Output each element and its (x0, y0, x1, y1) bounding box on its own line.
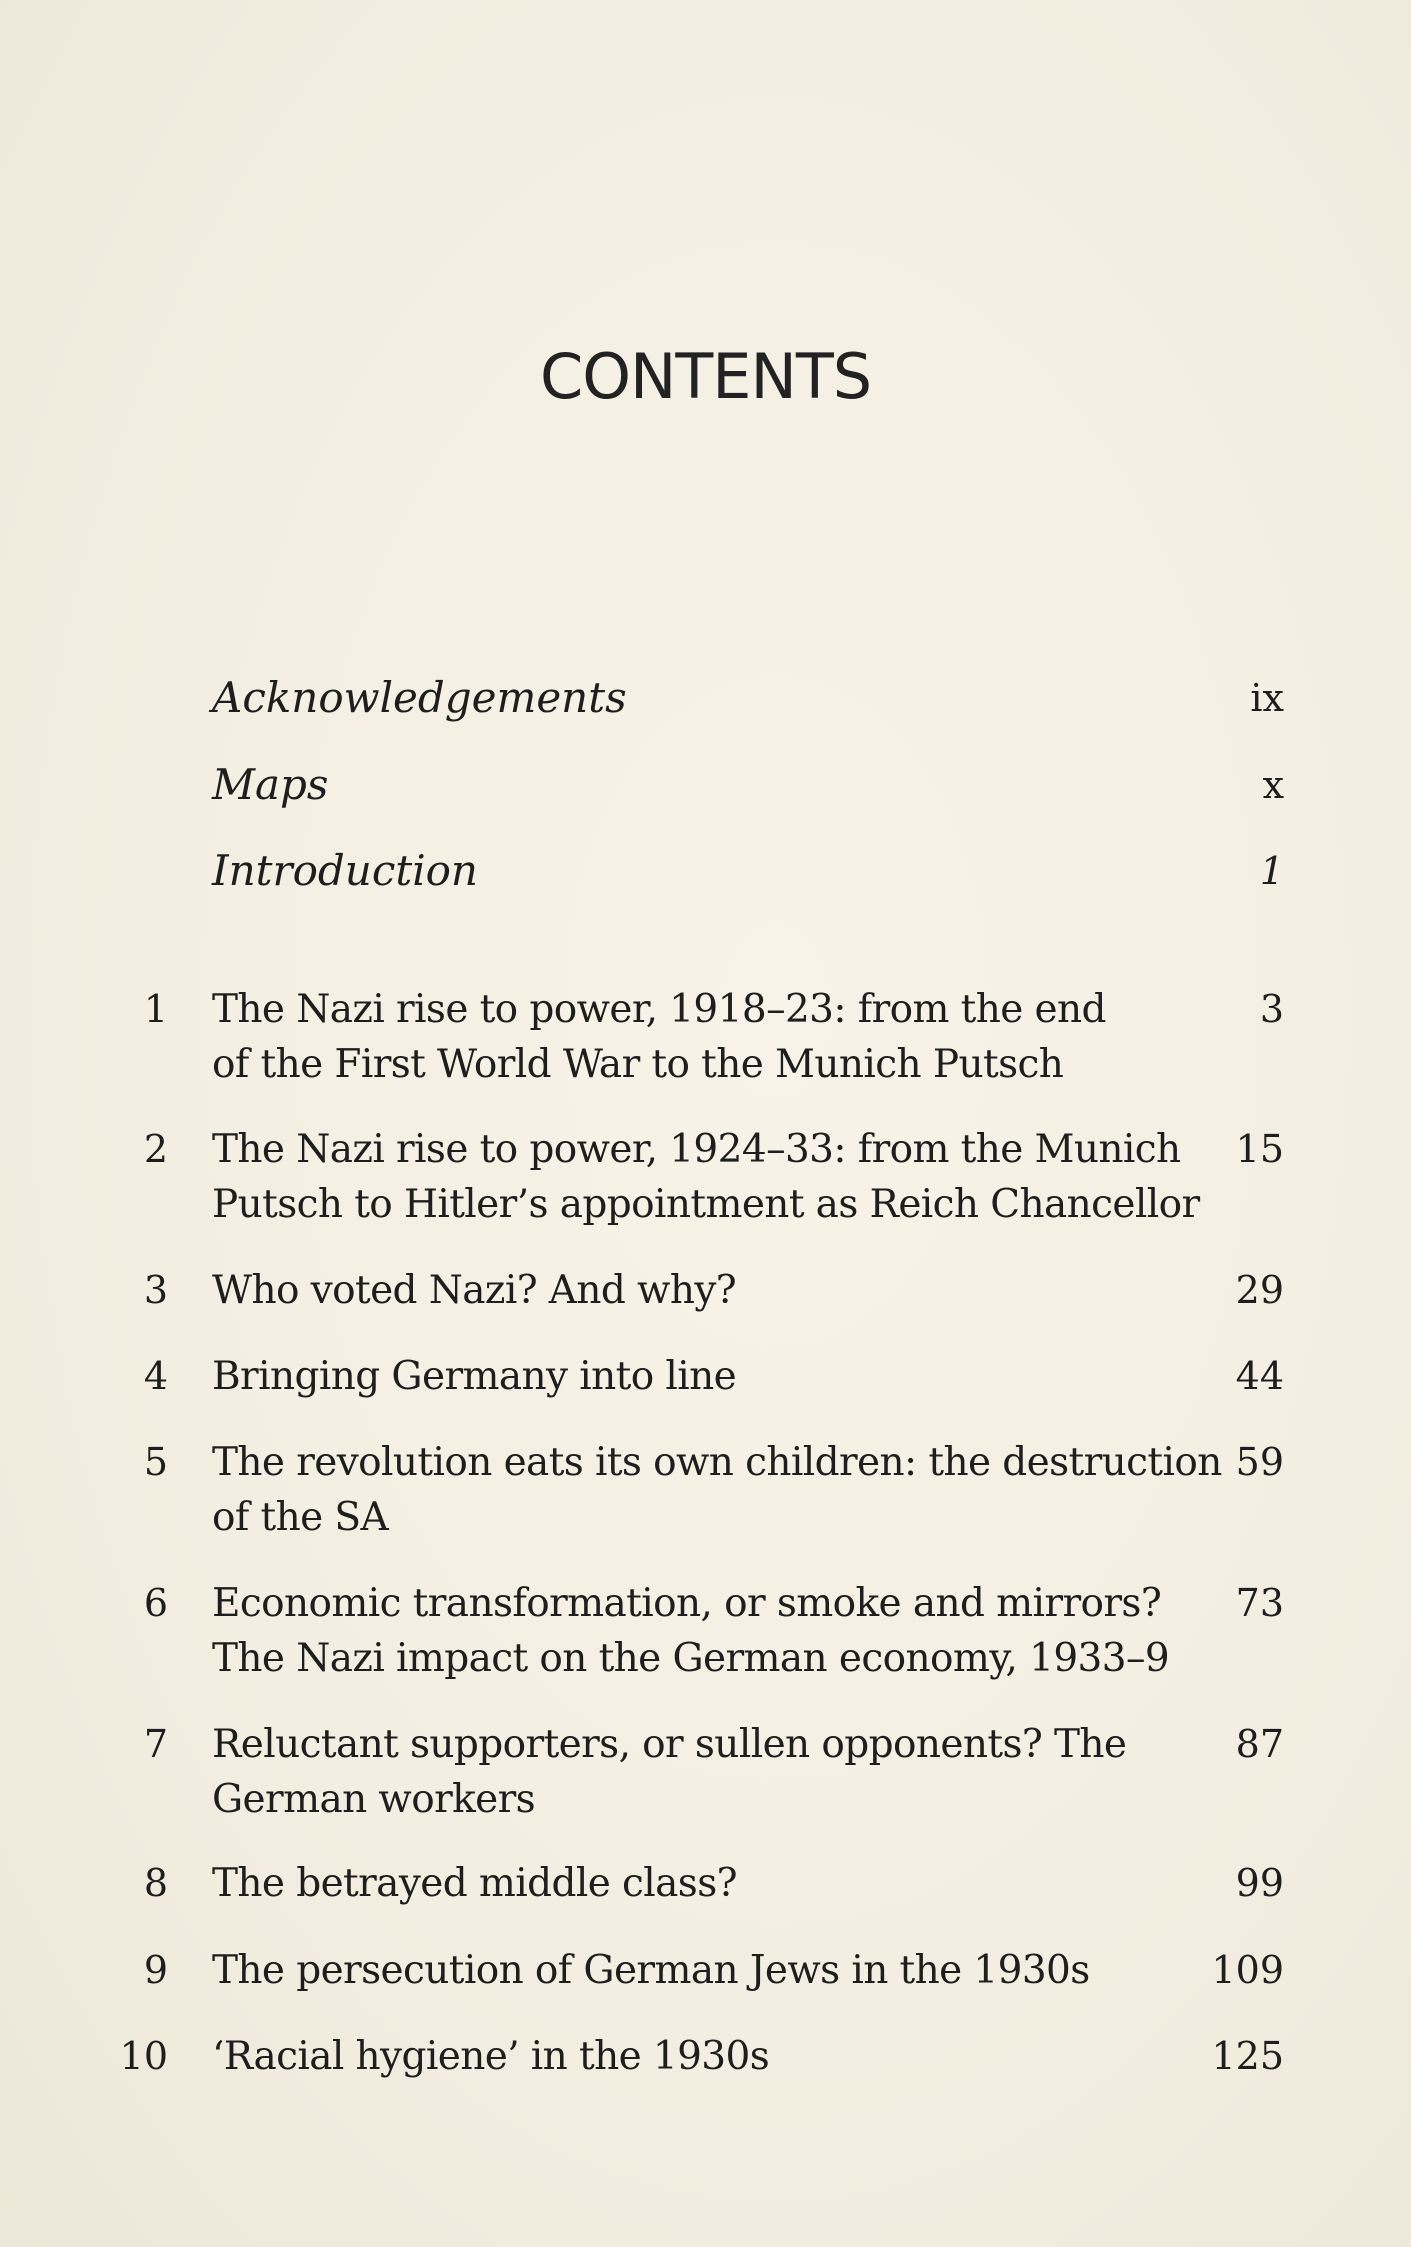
chapter-page: 15 (1235, 1127, 1284, 1171)
chapter-number: 4 (143, 1354, 168, 1398)
front-matter-label: Acknowledgements (212, 673, 627, 722)
chapter-title (212, 1717, 1212, 1827)
chapter-title (212, 1263, 1212, 1318)
chapter-title-line: The betrayed middle class? (212, 1861, 737, 1906)
chapter-page: 29 (1235, 1268, 1284, 1312)
chapter-title (212, 1435, 1222, 1545)
front-matter-page: ix (1250, 676, 1284, 720)
chapter-title-line: Who voted Nazi? And why? (212, 1268, 737, 1313)
chapter-title-line: Bringing Germany into line (212, 1354, 737, 1399)
page-title: CONTENTS (539, 340, 872, 413)
chapter-number: 9 (143, 1948, 168, 1992)
chapter-title (212, 1856, 1212, 1911)
chapter-number: 3 (143, 1268, 168, 1312)
chapter-title (212, 2029, 1212, 2084)
chapter-title (212, 1576, 1212, 1686)
chapter-title-line: The revolution eats its own children: the destruction (212, 1440, 1222, 1485)
chapter-page: 73 (1235, 1581, 1284, 1625)
chapter-page: 59 (1235, 1440, 1284, 1484)
chapter-title-line: of the First World War to the Munich Putsch (212, 1042, 1064, 1087)
chapter-number: 8 (143, 1861, 168, 1905)
chapter-title (212, 1122, 1212, 1232)
chapter-number: 5 (143, 1440, 168, 1484)
chapter-page: 3 (1259, 987, 1284, 1031)
chapter-title-line: The persecution of German Jews in the 1930s (212, 1948, 1090, 1993)
chapter-title (212, 982, 1212, 1092)
chapter-number: 6 (143, 1581, 168, 1625)
front-matter-page: 1 (1259, 849, 1284, 893)
front-matter-page: x (1262, 763, 1284, 807)
chapter-title (212, 1943, 1212, 1998)
chapter-title-line: Putsch to Hitler’s appointment as Reich Chancellor (212, 1182, 1200, 1227)
chapter-title-line: The Nazi rise to power, 1918–23: from the end (212, 987, 1106, 1032)
chapter-page: 99 (1235, 1861, 1284, 1905)
chapter-page: 125 (1211, 2034, 1284, 2078)
chapter-title-line: Reluctant supporters, or sullen opponents? The (212, 1722, 1127, 1767)
chapter-title (212, 1349, 1212, 1404)
chapter-title-line: Economic transformation, or smoke and mirrors? (212, 1581, 1162, 1626)
chapter-title-line: The Nazi rise to power, 1924–33: from the Munich (212, 1127, 1181, 1172)
chapter-title-line: The Nazi impact on the German economy, 1933–9 (212, 1636, 1170, 1681)
front-matter-label: Maps (212, 760, 329, 809)
chapter-title-line: German workers (212, 1777, 536, 1822)
chapter-number: 10 (119, 2034, 168, 2078)
chapter-number: 2 (143, 1127, 168, 1171)
chapter-page: 109 (1211, 1948, 1284, 1992)
chapter-number: 7 (143, 1722, 168, 1766)
chapter-page: 44 (1235, 1354, 1284, 1398)
chapter-number: 1 (143, 987, 168, 1031)
chapter-title-line: of the SA (212, 1495, 389, 1540)
chapter-title-line: ‘Racial hygiene’ in the 1930s (212, 2034, 770, 2079)
chapter-page: 87 (1235, 1722, 1284, 1766)
front-matter-label: Introduction (212, 846, 478, 895)
